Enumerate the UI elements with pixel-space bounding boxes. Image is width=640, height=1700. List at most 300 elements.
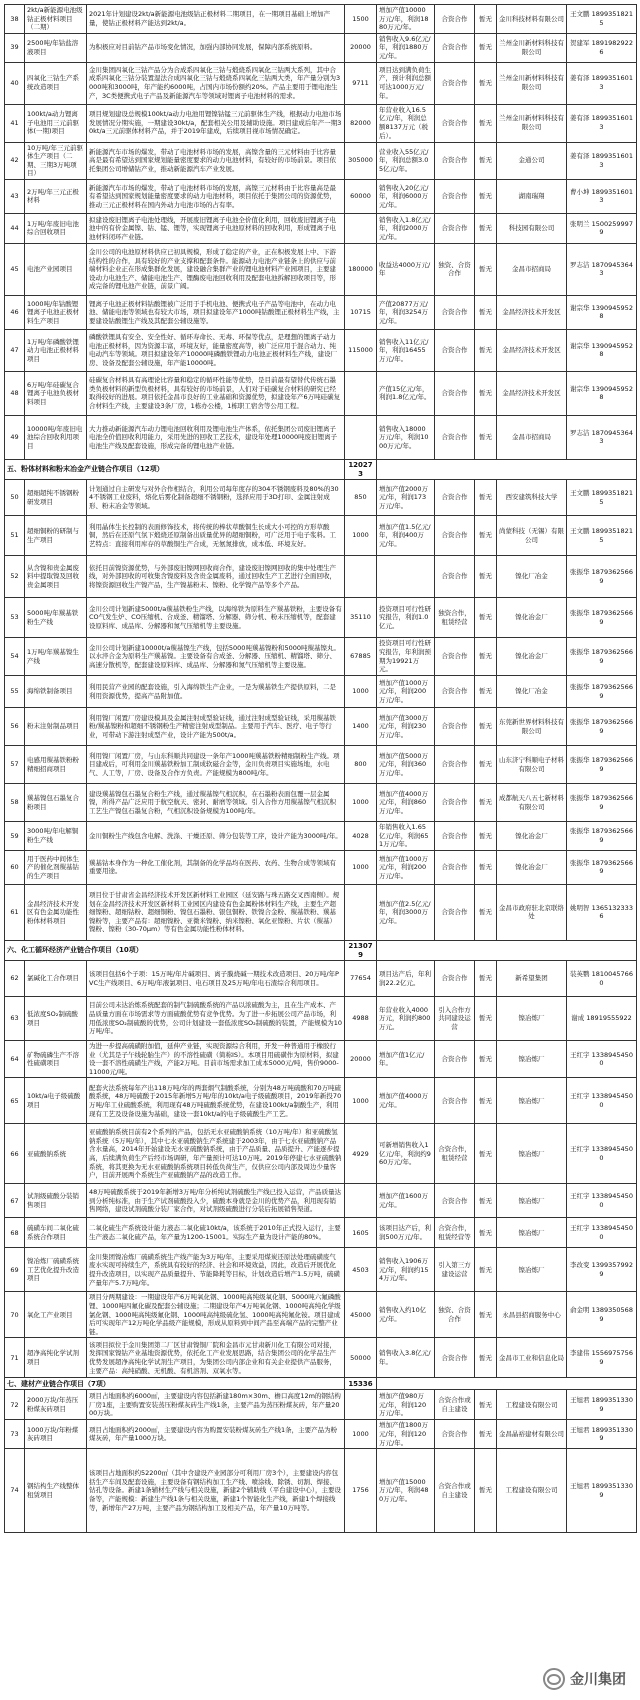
table-row xyxy=(5,1449,637,1533)
project-invest: 850 xyxy=(345,480,377,516)
project-name: 10000吨/年废旧电池综合回收利用项目 xyxy=(25,415,87,459)
project-land: 暂无 xyxy=(475,850,497,884)
project-partner: 金昌市工业和信息化局 xyxy=(497,1338,567,1378)
section-blank xyxy=(377,459,637,479)
project-contact: 李改变 13993579929 xyxy=(567,1248,637,1292)
project-partner: 金昌市政府驻北京联络处 xyxy=(497,884,567,940)
project-partner: 永昌县招商服务中心 xyxy=(497,1292,567,1338)
project-contact: 张振华 18793625669 xyxy=(567,708,637,746)
project-no: 48 xyxy=(5,371,25,415)
project-no: 53 xyxy=(5,598,25,638)
project-no: 69 xyxy=(5,1248,25,1292)
project-mode: 合资合作或自主建设 xyxy=(435,1390,475,1420)
project-contact: 装英鹦 18100457660 xyxy=(567,961,637,997)
project-no: 51 xyxy=(5,516,25,556)
project-benefit: 增加产值1800万元/年，利润120万元/年。 xyxy=(377,1420,435,1449)
section-total: 120273 xyxy=(345,459,377,479)
project-partner: 镍化冶金厂 xyxy=(497,822,567,851)
project-land: 暂无 xyxy=(475,1248,497,1292)
project-benefit: 收益达4000万元/年 xyxy=(377,243,435,295)
project-no: 60 xyxy=(5,850,25,884)
project-land: 暂无 xyxy=(475,243,497,295)
project-desc: 依托目前镍资源优势，与外部废旧镍网回收商合作，建设废旧镍网回收的集中处理生产线，对外部回收的可收集含镍废料及含贵金属废料，通过回收生产工艺进行全面回收，将镍资源回收生产镍产品，生产镍基粉末、镍粉、化学镍产品等多个产品。 xyxy=(87,556,345,598)
project-partner: 金通公司 xyxy=(497,142,567,179)
section-label: 五、粉体材料和粉末冶金产业链合作项目（12项） xyxy=(5,459,345,479)
project-partner: 镍化厂冶金 xyxy=(497,556,567,598)
project-name: 2kt/a新能源电池级钴正极材料项目（二期） xyxy=(25,5,87,34)
project-mode: 合资合作 xyxy=(435,213,475,243)
project-desc: 项目占地面积约2000㎡，主要建设内容为购置安装粉煤灰砖生产线1条，主要产品为粉煤灰砖，年产量1000万块。 xyxy=(87,1420,345,1449)
project-invest: 1000 xyxy=(345,516,377,556)
project-invest: 20000 xyxy=(345,1041,377,1078)
project-mode: 合资合作 xyxy=(435,784,475,822)
project-desc: 金川铜粉生产线包含电解、洗涤、干燥还原、筛分包装等工序，设计产能为3000吨/年。 xyxy=(87,822,345,851)
project-benefit: 产值15亿元/年，利润1.8亿元/年。 xyxy=(377,371,435,415)
project-land: 暂无 xyxy=(475,295,497,329)
section-label: 六、化工循环经济产业链合作项目（10项） xyxy=(5,940,345,960)
project-land: 暂无 xyxy=(475,516,497,556)
project-mode: 独资合作，租赁经营 xyxy=(435,598,475,638)
table-row xyxy=(5,1338,637,1378)
project-no: 61 xyxy=(5,884,25,940)
project-no: 66 xyxy=(5,1124,25,1184)
project-mode: 合资合作 xyxy=(435,179,475,213)
project-contact: 曹小坤 18993516013 xyxy=(567,179,637,213)
table-row xyxy=(5,598,637,638)
project-benefit: 项目达产后，年利润22.2亿元。 xyxy=(377,961,435,997)
project-name: 10万吨/年三元前驱体生产项目（二期、三期3万吨项目） xyxy=(25,142,87,179)
project-desc: 目前公司未达治炼系统配套的制气制硫酸系统的产品以浓硫酸为主，且在生产成本、产品质量方面在市场需求等方面硫酸优势有竞争优势。为了进一步拓展公司产品市场，利用低浓度SO₂制硫酸的优势，公司计划建设一套低浓度SO₂制硫酸的装置，产能规模为10万吨/年。 xyxy=(87,997,345,1041)
project-contact: 张振华 18793625669 xyxy=(567,822,637,851)
project-no: 59 xyxy=(5,822,25,851)
project-name: 超细超纯不锈钢粉研发项目 xyxy=(25,480,87,516)
project-mode: 引入第三方建设运营 xyxy=(435,1248,475,1292)
project-benefit: 增加产值4000万元/年，利润860万元/年。 xyxy=(377,784,435,822)
project-name: 1000万块/年粉煤灰砖项目 xyxy=(25,1420,87,1449)
table-row xyxy=(5,961,637,997)
table-row xyxy=(5,1184,637,1218)
project-contact: 张振华 18793625669 xyxy=(567,638,637,676)
project-contact: 张振华 18793625669 xyxy=(567,598,637,638)
table-row xyxy=(5,1124,637,1184)
project-name: 超细铜粉的研制与生产项目 xyxy=(25,516,87,556)
project-land: 暂无 xyxy=(475,1420,497,1449)
table-row xyxy=(5,62,637,104)
table-row xyxy=(5,822,637,851)
project-invest: 305000 xyxy=(345,142,377,179)
project-mode: 合资合作 xyxy=(435,415,475,459)
project-no: 39 xyxy=(5,33,25,62)
project-mode: 合资合作或自主建设 xyxy=(435,1449,475,1533)
project-benefit xyxy=(377,556,435,598)
project-land: 暂无 xyxy=(475,1449,497,1533)
project-contact: 李建伟 15569757569 xyxy=(567,1338,637,1378)
project-benefit: 增加产值1亿元/年。 xyxy=(377,1041,435,1078)
project-no: 47 xyxy=(5,329,25,371)
project-no: 43 xyxy=(5,179,25,213)
project-no: 67 xyxy=(5,1184,25,1218)
project-invest xyxy=(345,1390,377,1420)
table-row xyxy=(5,213,637,243)
project-name: 2500吨/年钴盐溶液项目 xyxy=(25,33,87,62)
project-mode: 合资合作 xyxy=(435,104,475,142)
project-desc: 项目位于甘肃省金昌经济技术开发区新材料工业园区（延安路与珠五路交叉西南侧）。规划在金昌经济技术开发区新材料工业园区内建设有色金属粉体材料生产线，主要生产超细镍粉、超细钴粉、超细铜粉、镍包石墨粉、银包铜粉、铁镍合金粉、羰基铁粉、羰基镍粉等，主要产品有：超细镍粉、亚微米镍粉、纳米镍粉、氧化亚镍粉、片状（羰基）镍粉、镍粉（30-70μm）等有色金属功能性粉体材料。 xyxy=(87,884,345,940)
project-land: 暂无 xyxy=(475,884,497,940)
project-land: 暂无 xyxy=(475,1218,497,1248)
watermark xyxy=(537,1666,632,1692)
project-desc: 建设羰基镍包石墨复合粉生产线，通过羰基镍气相沉积，在石墨粉表面包覆一层金属镍，所得产品广泛应用于航空航天、密封、耐磨等领域。引入合作方用羰基镍气相沉积工艺生产镍包石墨复合粉，气相沉积设备规模为100吨/年。 xyxy=(87,784,345,822)
table-row xyxy=(5,1292,637,1338)
project-benefit: 销售收入约10亿元/年。 xyxy=(377,1292,435,1338)
project-benefit: 年营业收入4000万元，利润约800万元。 xyxy=(377,997,435,1041)
project-no: 54 xyxy=(5,638,25,676)
project-name: 四氧化三钴生产系统改造项目 xyxy=(25,62,87,104)
project-mode: 合资合作 xyxy=(435,1420,475,1449)
project-contact: 王文鹏 18993518215 xyxy=(567,516,637,556)
project-mode: 合资合作 xyxy=(435,516,475,556)
project-contact: 俞金明 13893505689 xyxy=(567,1292,637,1338)
table-row xyxy=(5,1390,637,1420)
project-mode: 合资合作 xyxy=(435,1078,475,1124)
project-invest: 20000 xyxy=(345,33,377,62)
project-invest: 4503 xyxy=(345,1248,377,1292)
project-land: 暂无 xyxy=(475,62,497,104)
project-no: 46 xyxy=(5,295,25,329)
table-row xyxy=(5,415,637,459)
project-name: 超净高纯化学试剂项目 xyxy=(25,1338,87,1378)
project-benefit: 项目达到满负荷生产，预计利润总额可达1000万元/年。 xyxy=(377,62,435,104)
table-row xyxy=(5,850,637,884)
project-benefit: 增加产值1000万元/年，利润200万元/年。 xyxy=(377,850,435,884)
project-mode: 合资合作 xyxy=(435,5,475,34)
project-desc: 配套火法系统每年产出118万吨/年的两套烟气制酸系统，分别为48万吨硫酸和70万吨硫酸系统，48万吨硫酸于2015年新增5万吨/年的10kt/a电子级硫酸项目，2019年新投70万吨/年工业硫酸系统，利用现有48万吨硫酸系统优势，在建设100kt/a制酸生产，利用现有工艺及设备设施为基础，建设一套10kt/a的电子级硫酸生产工艺。 xyxy=(87,1078,345,1124)
project-mode: 合资合作 xyxy=(435,850,475,884)
project-partner: 镍冶炼厂 xyxy=(497,1078,567,1124)
table-row xyxy=(5,1248,637,1292)
project-partner: 金昌经济技术开发区 xyxy=(497,329,567,371)
project-partner: 兰州金川新材料科技有限公司 xyxy=(497,104,567,142)
project-benefit: 销售收入9.6亿元/年，利润1880万元/年。 xyxy=(377,33,435,62)
project-invest: 1605 xyxy=(345,1218,377,1248)
project-invest xyxy=(345,1184,377,1218)
project-benefit: 产值20877万元/年，利润3254万元/年。 xyxy=(377,295,435,329)
project-invest: 115000 xyxy=(345,329,377,371)
project-partner: 金昌经济技术开发区 xyxy=(497,295,567,329)
project-contact: 姚明智 13651323336 xyxy=(567,884,637,940)
table-row xyxy=(5,1218,637,1248)
project-partner: 镍冶炼厂 xyxy=(497,1184,567,1218)
project-land: 暂无 xyxy=(475,329,497,371)
project-no: 71 xyxy=(5,1338,25,1378)
project-mode: 合资合作 xyxy=(435,329,475,371)
project-land: 暂无 xyxy=(475,480,497,516)
project-desc: 该项目包括6个子项：15万吨/年片碱项目、离子膜烧碱一期技术改造项目、20万吨/年PVC生产线项目、6万吨/年液氯项目、电石项目及25万吨/年电石渣综合利用项目。 xyxy=(87,961,345,997)
project-desc: 利用镍厂闲置厂房，与山东科顺共同建设一条年产1000吨羰基铁粉精细制粉生产线。项目建成后，可利用金川羰基铁粉加工制成软磁合金等，金川负责项目实施场地，水电气、人工等，厂房、设备及合作方负责。产能规模为800吨/年。 xyxy=(87,746,345,784)
project-benefit: 销售收入11亿元/年，利润16455万元/年。 xyxy=(377,329,435,371)
project-name: 粉末注射制品项目 xyxy=(25,708,87,746)
project-name: 1万吨/年废旧电池综合回收项目 xyxy=(25,213,87,243)
project-partner: 西安建筑科技大学 xyxy=(497,480,567,516)
table-row xyxy=(5,142,637,179)
project-mode: 合资合作 xyxy=(435,480,475,516)
project-invest: 67885 xyxy=(345,638,377,676)
project-desc: 锂离子电池正极材料钴酸锂被广泛用于手机电池、便携式电子产品等电池中，在动力电池、储能电池等领域也有较大市场，项目拟建设年产1000吨钴酸锂正极材料生产线，主要建设钴酸锂生产线及其配套公辅设施等。 xyxy=(87,295,345,329)
project-contact: 罗志洁 18709453643 xyxy=(567,243,637,295)
project-contact: 张明兰 15002599979 xyxy=(567,213,637,243)
project-land: 暂无 xyxy=(475,104,497,142)
project-no: 58 xyxy=(5,784,25,822)
table-row xyxy=(5,784,637,822)
project-contact: 贺建军 18919829226 xyxy=(567,33,637,62)
table-row xyxy=(5,516,637,556)
project-benefit: 增加产值2.5亿元/年，利润3000万元/年。 xyxy=(377,884,435,940)
project-benefit: 增加产值10000万元/年，利润1880万元/年。 xyxy=(377,5,435,34)
project-contact: 王红宇 13389454500 xyxy=(567,1041,637,1078)
project-invest: 77654 xyxy=(345,961,377,997)
project-benefit: 销售收入18000万元/年，利润1000万元/年。 xyxy=(377,415,435,459)
project-land: 暂无 xyxy=(475,556,497,598)
project-partner: 金昌市招商局 xyxy=(497,243,567,295)
project-invest xyxy=(345,371,377,415)
project-land: 暂无 xyxy=(475,371,497,415)
table-row xyxy=(5,997,637,1041)
table-row xyxy=(5,1078,637,1124)
project-desc: 金川公司的电池原材料供应已初具规模，形成了稳定的产业，正在积极发展上中、下游结构性的合作，具有较好的产业支撑和配套条件。能源动力电池产业链条上的供应与前端材料企业正在形成集群化发展，建设融合集群产业的锂电池材料产业园项目，主要建设动力电池生产、储能电池生产、锂酶废电池回收利用及配套电池拆解回收项目等，形成完备的锂电池产业链，前景广阔。 xyxy=(87,243,345,295)
project-no: 56 xyxy=(5,708,25,746)
project-contact: 谢宗华 13909459528 xyxy=(567,371,637,415)
project-name: 1000吨/年钴酸锂锂离子电池正极材料生产项目 xyxy=(25,295,87,329)
project-no: 44 xyxy=(5,213,25,243)
project-partner: 金昌晶裕建材有限公司 xyxy=(497,1420,567,1449)
project-partner: 金川科技材料有限公司 xyxy=(497,5,567,34)
project-mode: 合资合作 xyxy=(435,708,475,746)
project-benefit: 增加产值15000万元/年，利润480万元/年。 xyxy=(377,1449,435,1533)
table-row xyxy=(5,5,637,34)
table-row xyxy=(5,243,637,295)
project-no: 68 xyxy=(5,1218,25,1248)
project-no: 42 xyxy=(5,142,25,179)
section-blank xyxy=(377,940,637,960)
project-desc: 新能源汽车市场的爆发，带动了电池材料市场的发展，高镍含量的三元材料由于比容量高是最有希望达到国家规划能量密度要求的动力电池材料，有较好的市场前景。项目依托集团公司增储钴产业，推动新能源汽车产业发展。 xyxy=(87,142,345,179)
project-contact: 姜有泽 18993516013 xyxy=(567,104,637,142)
project-table xyxy=(4,4,637,1533)
wechat-icon xyxy=(543,1668,565,1690)
project-desc: 金川公司计划新建5000t/a羰基铁粉生产线，以海绵铁为原料生产羰基铁粉，主要设备有CO气发生炉、CO压缩机、合成釜、精馏塔、分解器、筛分机、粉末压缩机等，配套建设原料库、成品库、分解器和氮气压缩机等主要设施。 xyxy=(87,598,345,638)
project-contact: 王文鹏 18993518215 xyxy=(567,480,637,516)
project-partner: 东莞新世界材料科技有限公司 xyxy=(497,708,567,746)
project-partner: 金昌市招商局 xyxy=(497,415,567,459)
section-row xyxy=(5,459,637,479)
project-land: 暂无 xyxy=(475,179,497,213)
project-invest: 82000 xyxy=(345,104,377,142)
project-desc: 利用晶体生长控制的表面修饰技术，将传统的棒状草酸铜生长成大小可控的方形草酸铜，然后在还原气氛下煅烧还原制备出质量优异的超细铜粉，可广泛用于电子浆料。工艺特点：直接利用库存的草酸铜生产合成，无氨氮排放，成本低、环境友好。 xyxy=(87,516,345,556)
project-partner: 科技园有限公司 xyxy=(497,213,567,243)
project-benefit: 该项目达产后，利润500万元/年。 xyxy=(377,1218,435,1248)
project-invest: 1000 xyxy=(345,676,377,708)
project-desc: 为进一步提高硫磺附加值，延伸产业链，实现资源综合利用，开发一种普通用于橡胶行业（尤其是子午线轮胎生产）的不溶性硫磺（简称IS）。本项目用硫磺作为原材料，拟建设一套不溶性硫磺生产线，产能2万吨。目前市场需求加工成本5000元/吨，售价9000-11000元/吨。 xyxy=(87,1041,345,1078)
project-partner: 工程建设有限公司 xyxy=(497,1390,567,1420)
project-no: 41 xyxy=(5,104,25,142)
project-desc: 硅碳复合材料具有高理论比容量和稳定的循环性能等优势，是目前最有望替代传统石墨类负极材料的新型负极材料，具有较好的市场前景，人们对于硅碳复合材料的研究已经取得较好的进展。项目依托金昌市良好的工业基础和资源优势，拟建设年产6万吨硅碳复合材料生产线，主要建设3条厂房，1栋办公楼，1栋职工宿舍等公用工程。 xyxy=(87,371,345,415)
project-mode: 合资合作 xyxy=(435,33,475,62)
project-invest: 10715 xyxy=(345,295,377,329)
project-desc: 金川公司计划新建10000t/a羰基镍生产线，包括5000吨羰基镍粉和5000吨羰基镍丸。以水淬合金为原料生产羰基镍。主要设备有合成釜、分解器、压缩机、精馏塔、筛分、高速分散机等，配套建设原料库、成品库、分解器和氮气压缩机等主要设施。 xyxy=(87,638,345,676)
project-land: 暂无 xyxy=(475,997,497,1041)
project-desc: 该项目拟位于金川集团第二厂区甘肃镍铜厂院和金昌市元甘肃新川化工有限公司对接，发挥国家镍钴产业基地资源优势，依托化工产业发展思路，结合集团公司的化学品生产优势发展超净高纯化学试剂生产项目，为集团公司内部企业和有关企业提供产品服务，主要产品：高纯硝酸、无机酸、有机溶剂、双氧水等。 xyxy=(87,1338,345,1378)
project-land: 暂无 xyxy=(475,822,497,851)
project-partner: 尚蒙科技（无锡）有限公司 xyxy=(497,516,567,556)
project-desc: 为积极应对目前钴产品市场变化情况，加强内部协同发展，保障内部系统原料。 xyxy=(87,33,345,62)
project-land: 暂无 xyxy=(475,1078,497,1124)
project-mode: 合资合作 xyxy=(435,295,475,329)
project-partner: 工程建设有限公司 xyxy=(497,1449,567,1533)
project-name: 海绵铁制备项目 xyxy=(25,676,87,708)
project-invest: 1000 xyxy=(345,784,377,822)
project-name: 氧化工产业项目 xyxy=(25,1292,87,1338)
project-mode: 合资合作 xyxy=(435,746,475,784)
project-desc: 羰基钴本身作为一种化工催化剂，其制备的化学品均在医药、农药、生物合成等领域有重要用途。 xyxy=(87,850,345,884)
project-no: 73 xyxy=(5,1420,25,1449)
project-contact: 张振华 18793625669 xyxy=(567,556,637,598)
project-name: 1万吨/年磷酸铁锂动力电池正极材料项目 xyxy=(25,329,87,371)
project-partner: 镍化冶金厂 xyxy=(497,638,567,676)
project-mode: 合资合作 xyxy=(435,676,475,708)
project-contact: 王旭君 18993513309 xyxy=(567,1390,637,1420)
project-no: 50 xyxy=(5,480,25,516)
table-row xyxy=(5,1041,637,1078)
project-mode: 独资、合资合作 xyxy=(435,243,475,295)
project-no: 74 xyxy=(5,1449,25,1533)
project-land: 暂无 xyxy=(475,1184,497,1218)
project-invest: 1500 xyxy=(345,5,377,34)
project-mode: 引入合作方共同建设运营 xyxy=(435,997,475,1041)
project-land: 暂无 xyxy=(475,1390,497,1420)
project-name: 试剂级硫酸分装销售项目 xyxy=(25,1184,87,1218)
table-row xyxy=(5,746,637,784)
project-name: 10kt/a电子级硫酸项目 xyxy=(25,1078,87,1124)
project-land: 暂无 xyxy=(475,415,497,459)
project-invest: 60000 xyxy=(345,179,377,213)
project-desc: 项目分两期建设：一期建设年产6万吨氧化钢、1000吨高纯级氧化钢、5000吨六氟磷酸锂、1000吨四氟化碳及配套公辅设施；二期建设年产4万吨氧化钢、1000吨高纯化学级氯化钢、1000吨高纯级氟化钢、1000吨高纯级硫化氢、1000吨高纯氟化铵。项目建成后可实现年产12万吨化学品级产能规模，形成从原料到中间产品至高端产品的完整产业链。 xyxy=(87,1292,345,1338)
section-total: 15336 xyxy=(345,1378,377,1390)
project-invest: 1000 xyxy=(345,1420,377,1449)
project-no: 55 xyxy=(5,676,25,708)
project-name: 1万吨/年羰基镍生产线 xyxy=(25,638,87,676)
project-mode: 合资合作 xyxy=(435,1041,475,1078)
project-partner: 成都航天八五七新材料有限公司 xyxy=(497,784,567,822)
project-desc: 2021年计划建设2kt/a新能源电池级钴正极材料二期项目，在一期项目基础上增加产量，使钴正极材料产能达到2kt/a。 xyxy=(87,5,345,34)
project-benefit: 投资项目可行性研究报告，利润1.0亿元。 xyxy=(377,598,435,638)
project-name: 100kt/a动力锂离子电池用三元前驱体(一期)项目 xyxy=(25,104,87,142)
project-land: 暂无 xyxy=(475,708,497,746)
project-partner: 兰州金川新材料科技有限公司 xyxy=(497,62,567,104)
section-label: 七、建材产业链合作项目（7项） xyxy=(5,1378,345,1390)
section-total: 213079 xyxy=(345,940,377,960)
project-name: 5000吨/年羰基铁粉生产线 xyxy=(25,598,87,638)
project-partner: 金昌经济技术开发区 xyxy=(497,371,567,415)
project-invest: 35110 xyxy=(345,598,377,638)
table-row xyxy=(5,480,637,516)
project-name: 2万吨/年三元正极材料 xyxy=(25,179,87,213)
project-name: 矿物硫磷生产不溶性硫磺项目 xyxy=(25,1041,87,1078)
project-partner: 镍冶炼厂 xyxy=(497,1041,567,1078)
project-invest: 9711 xyxy=(345,62,377,104)
project-invest: 45000 xyxy=(345,1292,377,1338)
project-contact: 张振华 18793625669 xyxy=(567,784,637,822)
table-row xyxy=(5,638,637,676)
project-mode: 独资、合资合作 xyxy=(435,1292,475,1338)
project-benefit: 销售收入3.8亿元/年。 xyxy=(377,1338,435,1378)
project-partner: 镍冶炼厂 xyxy=(497,1248,567,1292)
table-row xyxy=(5,1420,637,1449)
project-partner: 镍冶炼厂 xyxy=(497,1218,567,1248)
project-benefit: 增加产值1000万元/年，利润200万元/年。 xyxy=(377,676,435,708)
project-name: 钢结构生产线整体租赁项目 xyxy=(25,1449,87,1533)
project-land: 暂无 xyxy=(475,1338,497,1378)
project-contact: 王红宇 13389454500 xyxy=(567,1184,637,1218)
project-mode: 合资合作 xyxy=(435,884,475,940)
project-partner: 镍冶炼厂 xyxy=(497,997,567,1041)
project-mode: 合资合作 xyxy=(435,638,475,676)
project-mode: 合资合作，租赁经营等 xyxy=(435,1218,475,1248)
project-contact: 王旭君 18993513309 xyxy=(567,1449,637,1533)
project-partner: 镍化冶金厂 xyxy=(497,850,567,884)
project-land: 暂无 xyxy=(475,676,497,708)
project-name: 金昌经济技术开发区有色金属功能性粉体材料项目 xyxy=(25,884,87,940)
project-desc: 亚硫酸钠系统目前有2个系列的产品，包括无水亚硫酸钠系统（10万吨/年）和亚硫酸氢钠系统（5万吨/年），其中七水亚硫酸钠生产系统建于2003年，由于七水亚硫酸钠产品含水量高，2014年开始建设无水亚硫酸钠系统，由于产品质量、品质提升、产能逐步提高，后续满负荷生产后经市场调研，年产量预计可达10万吨。2019年停建七水亚硫酸钠系统，将其更换为无水亚硫酸钠系统项目转低负荷生产，仅供应公司内部及周边少量客户，目前开展两个系统生产亚硫酸钠产品的改造工作。 xyxy=(87,1124,345,1184)
table-row xyxy=(5,676,637,708)
project-partner: 镍化厂冶金 xyxy=(497,676,567,708)
project-benefit: 投资项目可行性研究报告，年利润预期为19921万元。 xyxy=(377,638,435,676)
project-contact: 谢宗华 13909459528 xyxy=(567,329,637,371)
project-no: 40 xyxy=(5,62,25,104)
project-benefit: 增加产值1600万元/年。 xyxy=(377,1184,435,1218)
project-desc: 二氧化硫生产系统设计能力液态二氧化硫10kt/a，该系统于2010年正式投入运行，主要生产液态二氧化硫产品，年产量为1200-15001。实际生产量为设计产能的80%。 xyxy=(87,1218,345,1248)
project-desc: 大力推动新能源汽车动力锂电池回收利用及锂电池生产体系，依托集团公司废旧锂离子电池全价值回收利用能力，采用先进的回收工艺技术，建设年处理10000吨废旧锂离子电池生产线及配套设施，形成完备的锂电池产业链。 xyxy=(87,415,345,459)
project-mode: 合资合作 xyxy=(435,1338,475,1378)
project-desc: 计划通过自主研发与对外合作相结合，利用公司每年度存的304不锈钢废料及80%的304不锈钢工业废料，熔化后雾化制备超细不锈钢粉，选择应用于3D打印、金属注射成形、粉末冶金等领域。 xyxy=(87,480,345,516)
project-invest: 4988 xyxy=(345,997,377,1041)
project-invest: 1400 xyxy=(345,708,377,746)
table-row xyxy=(5,295,637,329)
project-invest: 50000 xyxy=(345,1338,377,1378)
project-benefit: 年销售收入1.65亿元/年，利润651万元/年。 xyxy=(377,822,435,851)
project-no: 63 xyxy=(5,997,25,1041)
project-desc: 48万吨硫酸系统于2019年新增3万吨/年分析纯试剂硫酸生产线已投入运营，产品质量达到分析纯标准，由于生产试剂硫酸投入少，硫酸本身就是金川的优势产品，利用现有销售网络，建设试剂硫酸分装厂家合作，对试剂级硫酸进行分装后拓展销售渠道。 xyxy=(87,1184,345,1218)
table-row xyxy=(5,556,637,598)
project-land: 暂无 xyxy=(475,1292,497,1338)
project-name: 2000万块/年蒸压粉煤灰砖项目 xyxy=(25,1390,87,1420)
table-row xyxy=(5,104,637,142)
project-land: 暂无 xyxy=(475,1124,497,1184)
project-benefit: 销售收入1906万元/年，利润约154万元/年。 xyxy=(377,1248,435,1292)
project-mode: 合资合作 xyxy=(435,556,475,598)
project-land: 暂无 xyxy=(475,33,497,62)
project-mode: 合资合作，租赁经营 xyxy=(435,1124,475,1184)
project-benefit: 营业收入55亿元/年，利润总额3.05亿元/年。 xyxy=(377,142,435,179)
project-invest: 180000 xyxy=(345,243,377,295)
project-land: 暂无 xyxy=(475,961,497,997)
project-name: 亚硫酸钠系统 xyxy=(25,1124,87,1184)
section-row xyxy=(5,1378,637,1390)
project-desc: 利用民营产业园的配套设施，引入海绵铁生产企业，一是为羰基铁生产提供原料，二是利用资源优势，提高产品附加值。 xyxy=(87,676,345,708)
table-row xyxy=(5,33,637,62)
project-contact: 王红宇 13389454500 xyxy=(567,1124,637,1184)
project-mode: 合资合作 xyxy=(435,142,475,179)
project-benefit: 增加产值1.5亿元/年，利润400万元/年。 xyxy=(377,516,435,556)
project-contact: 张振华 18793625669 xyxy=(567,676,637,708)
project-contact: 姜有泽 18993516013 xyxy=(567,62,637,104)
